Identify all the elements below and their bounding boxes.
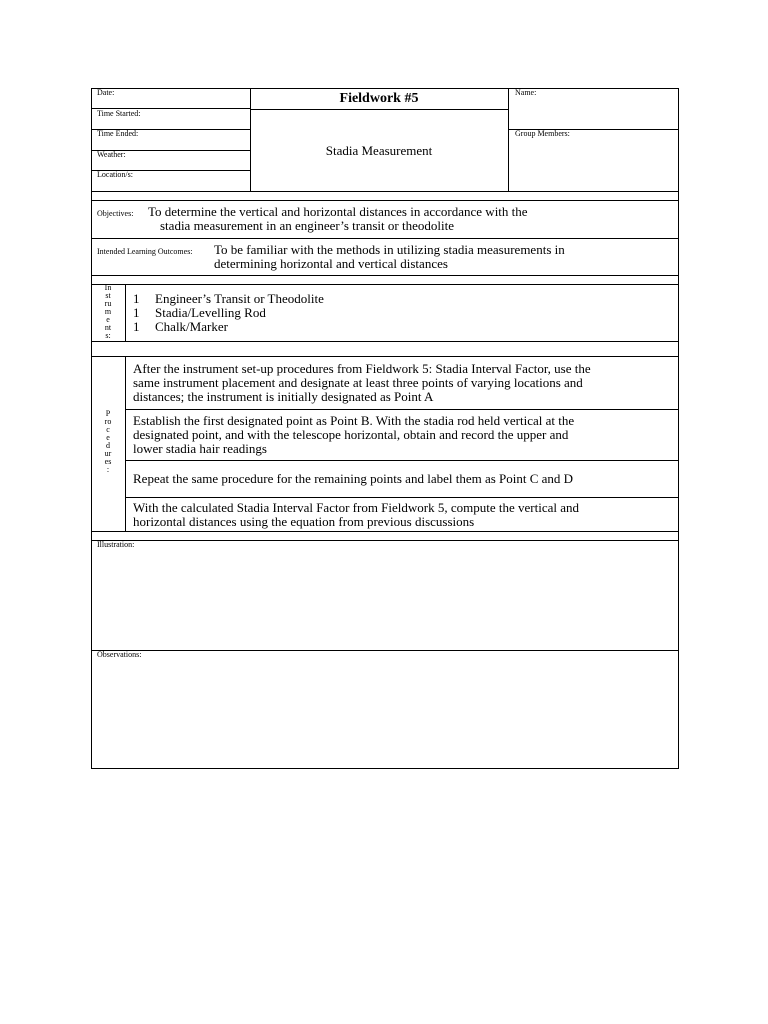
procedures-label-char: ur — [104, 449, 112, 458]
procedure-line: With the calculated Stadia Interval Factor from Fieldwork 5, compute the vertical and — [133, 500, 580, 515]
procedure-step — [133, 501, 579, 529]
divider — [125, 460, 679, 461]
procedures-label — [96, 410, 120, 474]
divider — [250, 109, 508, 110]
instrument-name: Chalk/Marker — [155, 319, 228, 334]
procedure-line: designated point, and with the telescope horizontal, obtain and record the upper and — [133, 427, 569, 442]
instrument-name: Engineer’s Transit or Theodolite — [155, 291, 324, 306]
divider — [91, 275, 679, 276]
ilo-line-2: determining horizontal and vertical distances — [214, 256, 448, 271]
procedure-line: Repeat the same procedure for the remaining points and label them as Point C and D — [133, 471, 574, 486]
divider — [508, 88, 509, 191]
procedure-line: same instrument placement and designate at least three points of varying locations and — [133, 375, 583, 390]
procedures-label-char: : — [106, 465, 110, 474]
divider — [125, 497, 679, 498]
instrument-qty: 1 — [133, 305, 140, 320]
procedure-line: Establish the first designated point as Point B. With the stadia rod held vertical at the — [133, 413, 575, 428]
objectives-label: Objectives: — [97, 209, 134, 218]
procedures-label-char: P — [105, 409, 111, 418]
divider — [125, 356, 126, 531]
name-label: Name: — [515, 88, 537, 97]
instruments-label-char: In — [104, 283, 112, 292]
date-label: Date: — [97, 88, 115, 97]
procedure-line: lower stadia hair readings — [133, 441, 267, 456]
instruments-label-char: st — [105, 291, 111, 300]
weather-label: Weather: — [97, 150, 126, 159]
instrument-name: Stadia/Levelling Rod — [155, 305, 266, 320]
instruments-label-char: ru — [104, 299, 112, 308]
procedure-step — [133, 414, 574, 456]
ilo-line-1: To be familiar with the methods in utilizing stadia measurements in — [214, 242, 565, 257]
divider — [91, 284, 679, 285]
procedure-step — [133, 362, 591, 404]
objectives-line-2: stadia measurement in an engineer’s transit or theodolite — [160, 218, 454, 233]
divider — [91, 356, 679, 357]
instruments-label-char: s: — [105, 331, 111, 340]
procedures-label-char: es — [104, 457, 112, 466]
divider — [91, 191, 679, 192]
divider — [91, 238, 679, 239]
illustration-label: Illustration: — [97, 540, 135, 549]
procedures-label-char: e — [106, 433, 110, 442]
instruments-label-char: m — [104, 307, 112, 316]
divider — [125, 284, 126, 341]
instrument-qty: 1 — [133, 291, 140, 306]
page-subtitle: Stadia Measurement — [325, 143, 433, 158]
procedure-line: distances; the instrument is initially designated as Point A — [133, 389, 434, 404]
procedure-line: After the instrument set-up procedures from Fieldwork 5: Stadia Interval Factor, use the — [133, 361, 591, 376]
divider — [91, 341, 679, 342]
instrument-qty: 1 — [133, 319, 140, 334]
page-title: Fieldwork #5 — [339, 91, 419, 106]
locations-label: Location/s: — [97, 170, 133, 179]
ilo-label: Intended Learning Outcomes: — [97, 247, 193, 256]
divider — [91, 650, 679, 651]
divider — [91, 540, 679, 541]
time-ended-label: Time Ended: — [97, 129, 139, 138]
objectives-line-1: To determine the vertical and horizontal distances in accordance with the — [148, 204, 528, 219]
procedures-label-char: c — [106, 425, 110, 434]
procedure-step — [133, 472, 573, 486]
procedures-label-char: d — [106, 441, 110, 450]
procedures-label-char: ro — [104, 417, 112, 426]
divider — [125, 409, 679, 410]
instruments-label-char: e — [106, 315, 110, 324]
procedure-line: horizontal distances using the equation from previous discussions — [133, 514, 475, 529]
instruments-label — [96, 284, 120, 340]
divider — [91, 200, 679, 201]
time-started-label: Time Started: — [97, 109, 141, 118]
group-members-label: Group Members: — [515, 129, 570, 138]
divider — [91, 531, 679, 532]
instruments-label-char: nt — [104, 323, 112, 332]
observations-label: Observations: — [97, 650, 142, 659]
